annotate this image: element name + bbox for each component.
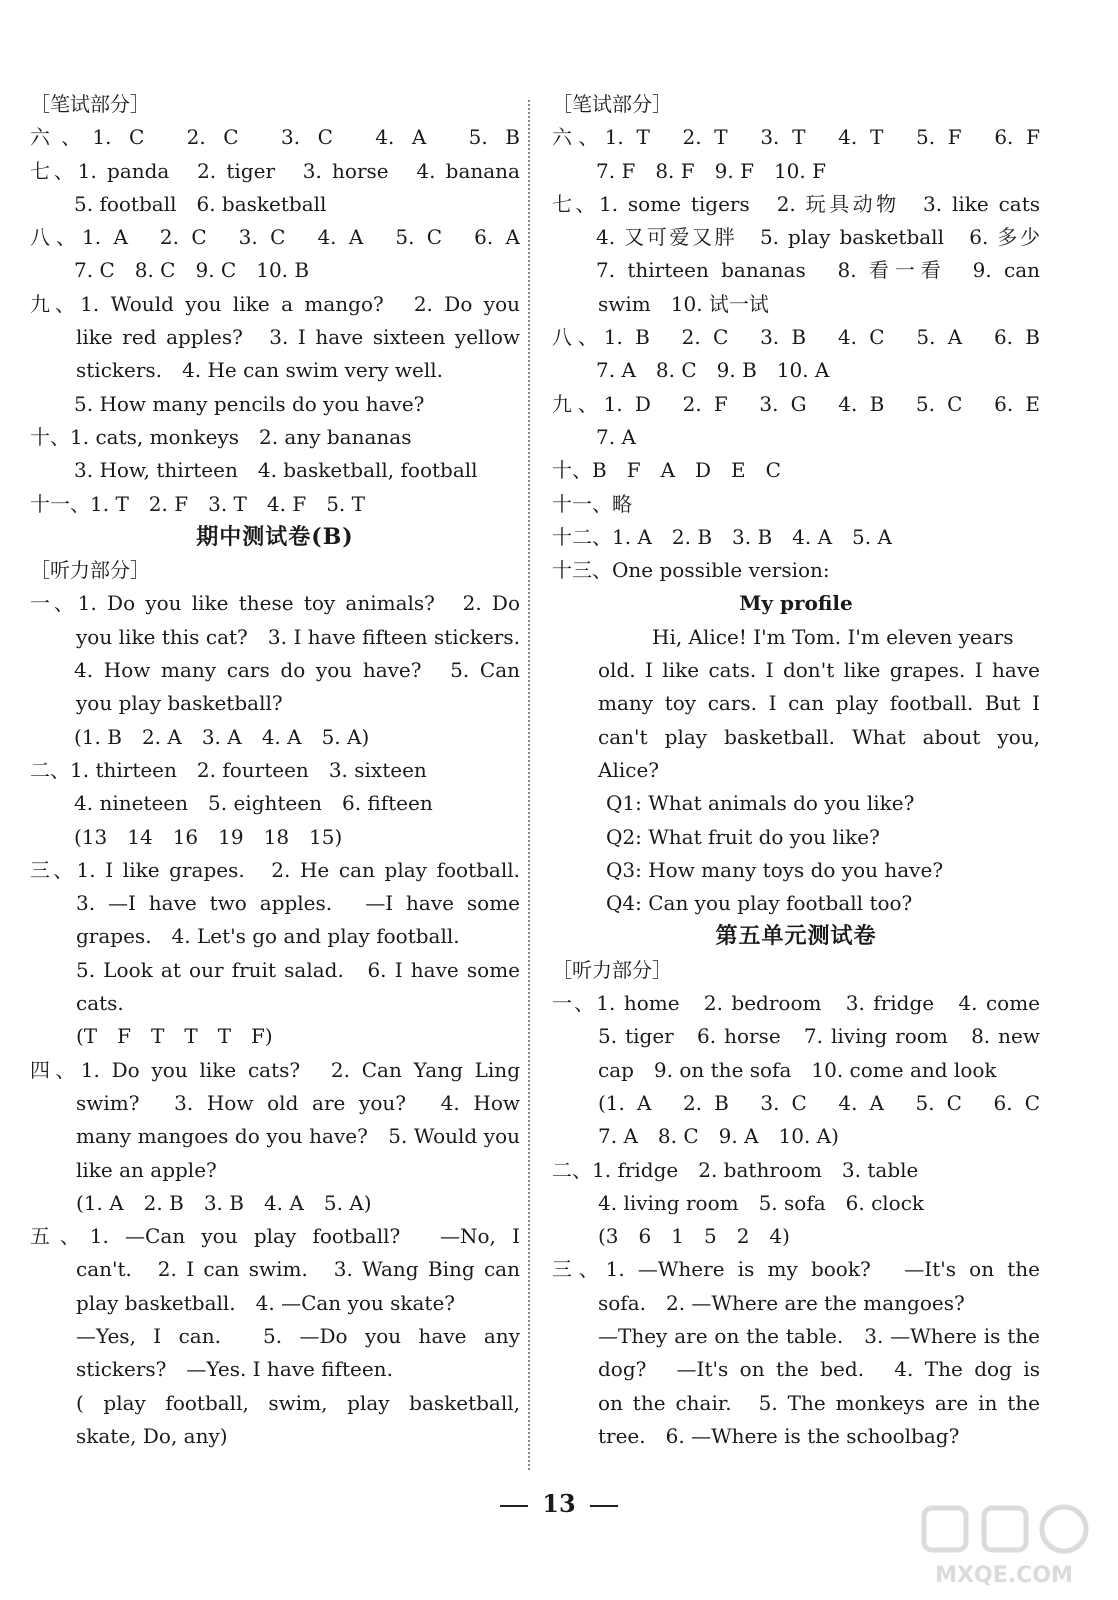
section-header: ［笔试部分］ (30, 92, 150, 116)
answer-line: 一、1. home 2. bedroom 3. fridge 4. come (552, 991, 1040, 1016)
question-line: Q3: How many toys do you have? (606, 857, 944, 882)
section-header: ［笔试部分］ (552, 92, 672, 116)
answer-line: 一、1. Do you like these toy animals? 2. Do (30, 591, 520, 616)
answer-line: swim 10. 试一试 (598, 291, 769, 316)
answer-line: 六、1. C 2. C 3. C 4. A 5. B (30, 125, 520, 150)
answer-key: (T F T T T F) (76, 1024, 273, 1049)
answer-line: 十一、略 (552, 491, 632, 516)
answer-key: (1. A 2. B 3. B 4. A 5. A) (76, 1190, 372, 1215)
essay-line: old. I like cats. I don't like grapes. I have (598, 658, 1040, 683)
answer-line: 5. tiger 6. horse 7. living room 8. new (598, 1024, 1040, 1049)
answer-line: you like this cat? 3. I have fifteen stickers. (76, 624, 520, 649)
answer-line: 5. How many pencils do you have? (74, 391, 425, 416)
answer-line: like red apples? 3. I have sixteen yellow (76, 325, 520, 350)
answer-line: 八、1. A 2. C 3. C 4. A 5. C 6. A (30, 225, 520, 250)
essay-line: Hi, Alice! I'm Tom. I'm eleven years (652, 624, 1014, 649)
essay-title: My profile (739, 591, 853, 616)
dash-right (590, 1505, 618, 1507)
watermark-text: MXQE.COM (935, 1563, 1073, 1588)
answer-line: 7. thirteen bananas 8. 看一看 9. can (596, 258, 1040, 283)
answer-line: 3. How, thirteen 4. basketball, football (74, 458, 478, 483)
answer-line: 4. nineteen 5. eighteen 6. fifteen (74, 791, 433, 816)
answer-line: can't. 2. I can swim. 3. Wang Bing can (76, 1257, 520, 1282)
answer-key: 7. A 8. C 9. A 10. A) (598, 1124, 839, 1149)
answer-line: 4. living room 5. sofa 6. clock (598, 1190, 925, 1215)
answer-line: 十二、1. A 2. B 3. B 4. A 5. A (552, 524, 892, 549)
column-divider (528, 100, 530, 1470)
answer-line: 二、1. fridge 2. bathroom 3. table (552, 1157, 919, 1182)
answer-line: —Yes, I can. 5. —Do you have any (76, 1323, 520, 1348)
answer-line: stickers. 4. He can swim very well. (76, 358, 444, 383)
section-title: 期中测试卷(B) (196, 523, 354, 550)
section-title: 第五单元测试卷 (715, 923, 877, 950)
answer-key: ( play football, swim, play basketball, (76, 1390, 520, 1415)
section-header: ［听力部分］ (30, 558, 150, 583)
answer-line: tree. 6. —Where is the schoolbag? (598, 1423, 960, 1448)
answer-line: 4. How many cars do you have? 5. Can (74, 658, 520, 683)
question-line: Q1: What animals do you like? (606, 791, 915, 816)
answer-line: dog? —It's on the bed. 4. The dog is (598, 1357, 1040, 1382)
answer-line: 5. football 6. basketball (74, 191, 327, 216)
answer-line: 三、1. I like grapes. 2. He can play football. (30, 857, 520, 882)
answer-line: 十、1. cats, monkeys 2. any bananas (30, 424, 412, 449)
answer-line: 六、1. T 2. T 3. T 4. T 5. F 6. F (552, 125, 1040, 150)
essay-line: Alice? (598, 757, 659, 782)
answer-line: 7. A (596, 424, 636, 449)
dash-left (500, 1505, 528, 1507)
answer-line: 4. 又可爱又胖 5. play basketball 6. 多少 (596, 225, 1040, 250)
answer-line: on the chair. 5. The monkeys are in the (598, 1390, 1040, 1415)
answer-line: cats. (76, 991, 124, 1016)
answer-line: many mangoes do you have? 5. Would you (76, 1124, 520, 1149)
answer-line: play basketball. 4. —Can you skate? (76, 1290, 456, 1315)
answer-line: sofa. 2. —Where are the mangoes? (598, 1290, 965, 1315)
section-header: ［听力部分］ (552, 957, 672, 982)
answer-key: (1. A 2. B 3. C 4. A 5. C 6. C (598, 1090, 1040, 1115)
answer-line: 九、1. Would you like a mango? 2. Do you (30, 291, 520, 316)
answer-line: swim? 3. How old are you? 4. How (76, 1090, 520, 1115)
answer-line: stickers? —Yes. I have fifteen. (76, 1357, 393, 1382)
answer-line: you play basketball? (76, 691, 283, 716)
answer-line: grapes. 4. Let's go and play football. (76, 924, 460, 949)
answer-line: 7. A 8. C 9. B 10. A (596, 358, 830, 383)
answer-line: 5. Look at our fruit salad. 6. I have some (76, 957, 520, 982)
answer-line: 九、1. D 2. F 3. G 4. B 5. C 6. E (552, 391, 1040, 416)
question-line: Q2: What fruit do you like? (606, 824, 880, 849)
answer-line: 四、1. Do you like cats? 2. Can Yang Ling (30, 1057, 520, 1082)
left-column (30, 88, 520, 1453)
answer-line: 八、1. B 2. C 3. B 4. C 5. A 6. B (552, 325, 1040, 350)
answer-key: (13 14 16 19 18 15) (74, 824, 343, 849)
answer-key: skate, Do, any) (76, 1423, 228, 1448)
essay-line: many toy cars. I can play football. But I (598, 691, 1040, 716)
answer-line: cap 9. on the sofa 10. come and look (598, 1057, 997, 1082)
answer-line: 3. —I have two apples. —I have some (76, 891, 520, 916)
watermark-logo-icon (904, 1500, 1104, 1590)
question-line: Q4: Can you play football too? (606, 891, 913, 916)
answer-key: (3 6 1 5 2 4) (598, 1224, 790, 1249)
page-number-text: 13 (542, 1489, 576, 1518)
answer-line: —They are on the table. 3. —Where is the (598, 1323, 1040, 1348)
answer-line: 十三、One possible version: (552, 558, 830, 583)
answer-line: 七、1. panda 2. tiger 3. horse 4. banana (30, 158, 520, 183)
essay-line: can't play basketball. What about you, (598, 724, 1040, 749)
answer-line: like an apple? (76, 1157, 217, 1182)
right-column (552, 88, 1040, 1453)
answer-line: 十一、1. T 2. F 3. T 4. F 5. T (30, 491, 365, 516)
answer-line: 五、1. —Can you play football? —No, I (30, 1224, 520, 1249)
answer-line: 7. C 8. C 9. C 10. B (74, 258, 310, 283)
answer-key: (1. B 2. A 3. A 4. A 5. A) (74, 724, 370, 749)
answer-line: 十、B F A D E C (552, 458, 781, 483)
answer-line: 7. F 8. F 9. F 10. F (596, 158, 826, 183)
answer-line: 七、1. some tigers 2. 玩具动物 3. like cats (552, 191, 1040, 216)
answer-line: 三、1. —Where is my book? —It's on the (552, 1257, 1040, 1282)
answer-line: 二、1. thirteen 2. fourteen 3. sixteen (30, 757, 427, 782)
